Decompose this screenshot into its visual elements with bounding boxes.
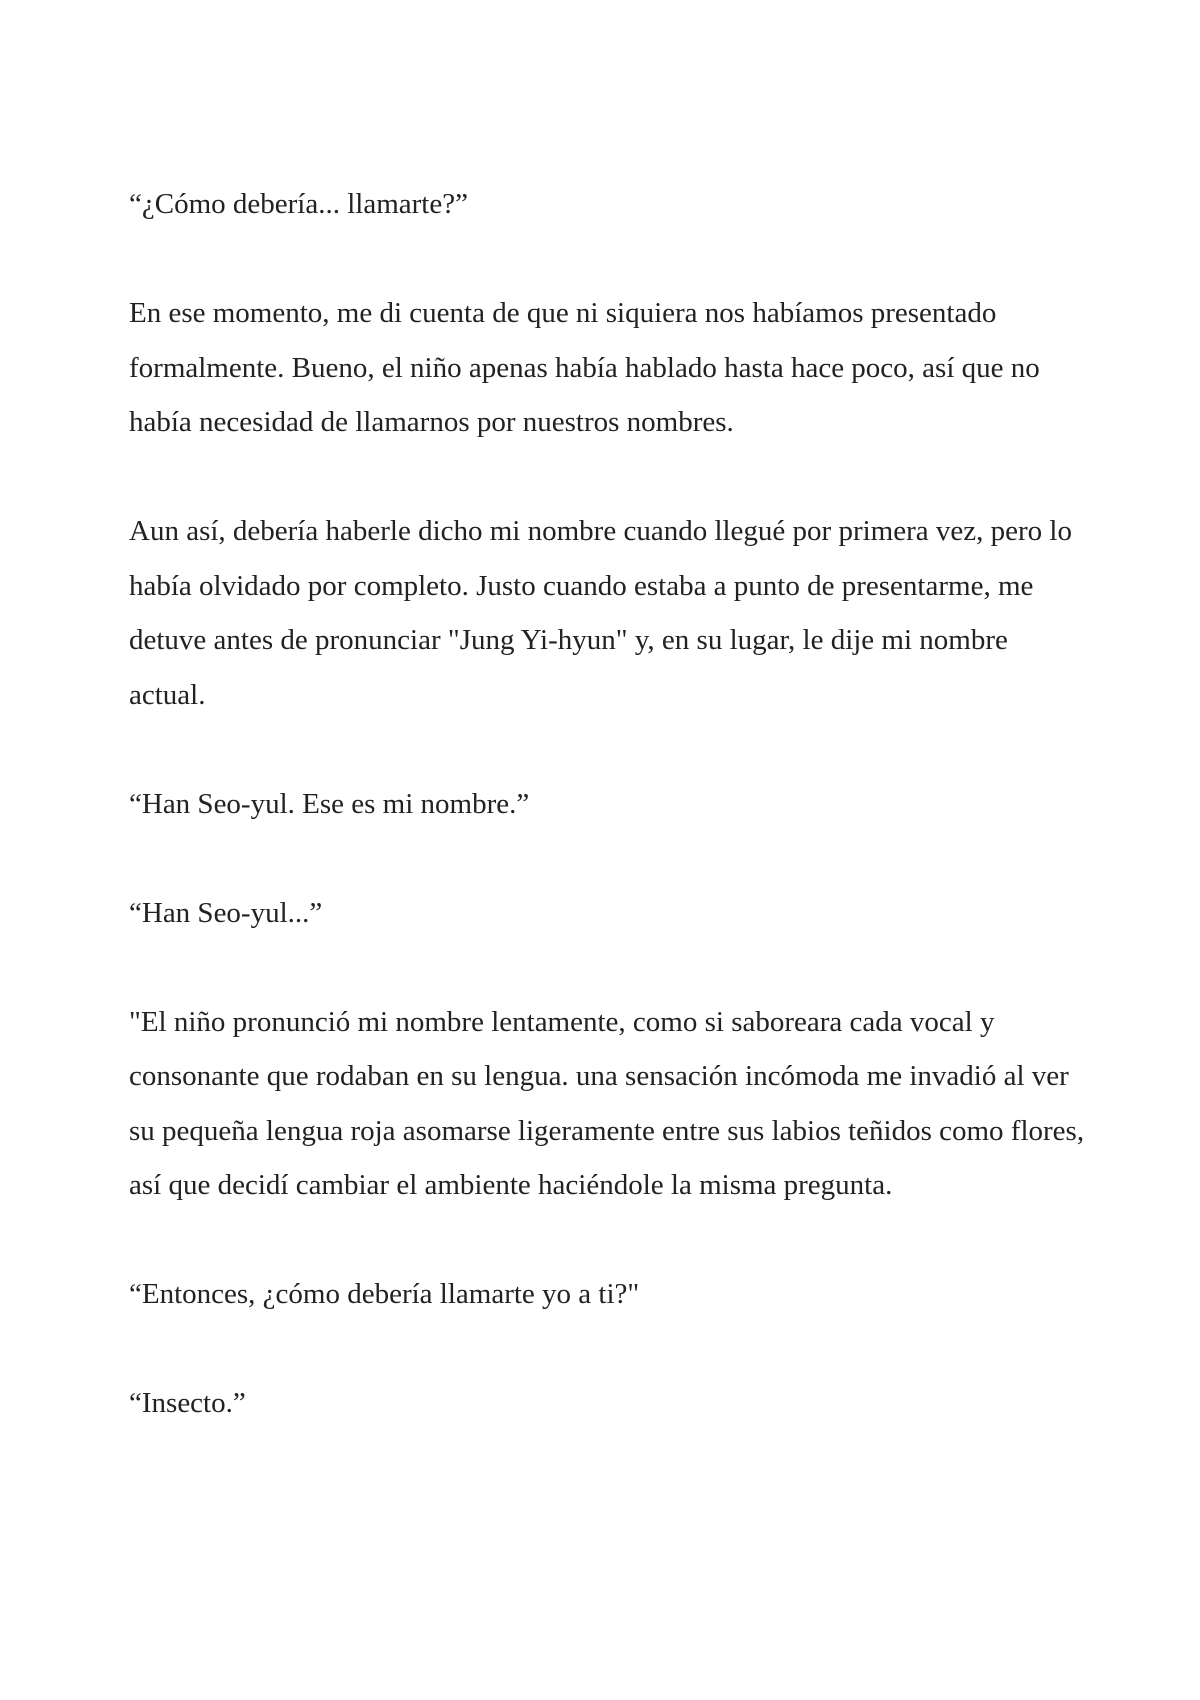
dialogue-paragraph: “Entonces, ¿cómo debería llamarte yo a ti?" xyxy=(129,1278,640,1310)
dialogue-paragraph: “Han Seo-yul. Ese es mi nombre.” xyxy=(129,787,530,820)
narration-paragraph: Aun así, debería haberle dicho mi nombre cuando llegué por primera vez, pero lo había olvidado por completo. Justo cuando estaba a punto de presentarme, me detuve antes de pronunciar "Jung Yi-hyun" y, en su lugar, le dije mi nombre actual. xyxy=(129,515,1072,711)
dialogue-paragraph: “Insecto.” xyxy=(129,1387,246,1419)
dialogue-paragraph: “¿Cómo debería... llamarte?” xyxy=(129,188,468,220)
narration-paragraph: En ese momento, me di cuenta de que ni siquiera nos habíamos presentado formalmente. Bueno, el niño apenas había hablado hasta hace poco, así que no había necesidad de llamarnos por nuestros nombres. xyxy=(129,297,1040,438)
dialogue-paragraph: “Han Seo-yul...” xyxy=(129,896,323,929)
narration-paragraph: "El niño pronunció mi nombre lentamente, como si saboreara cada vocal y consonante que rodaban en su lengua. una sensación incómoda me invadió al ver su pequeña lengua roja asomarse ligeramente entre sus labios teñidos como flores, así que decidí cambiar el ambiente haciéndole la misma pregunta. xyxy=(129,1005,1085,1201)
document-page xyxy=(129,177,1089,1485)
